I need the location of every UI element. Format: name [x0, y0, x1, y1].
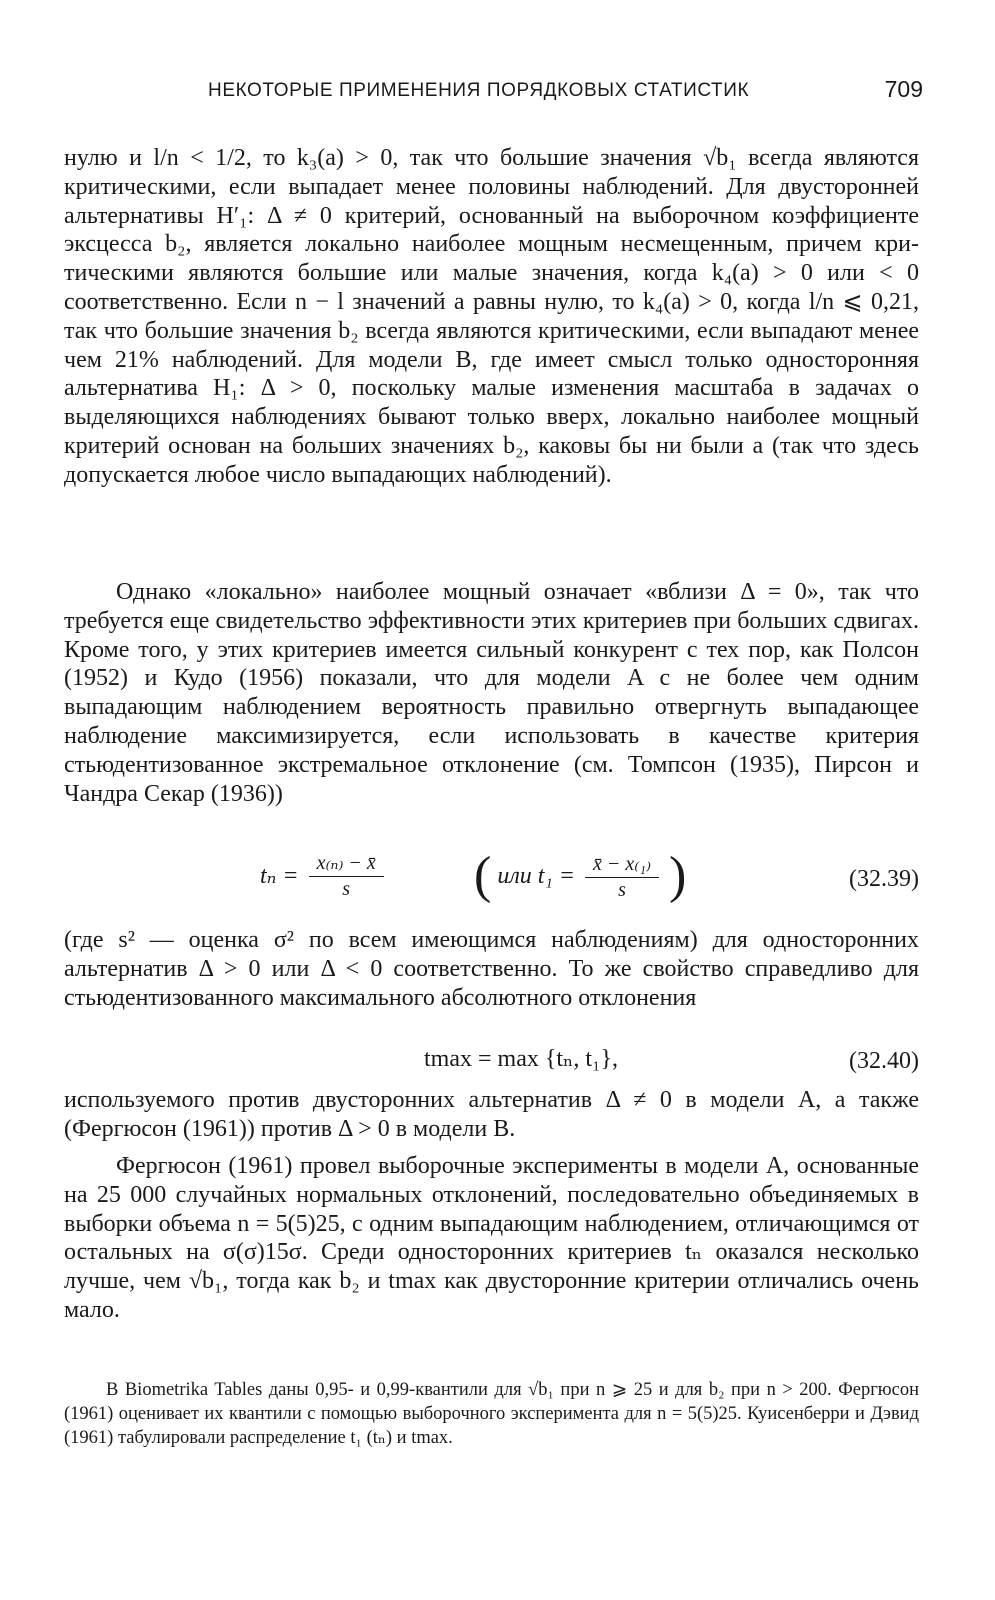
paragraph-1: нулю и l/n < 1/2, то k₃(a) > 0, так что большие значения √b₁ всегда являются критическими, если выпадает менее половины наблюдений. Для двусторонней альтернативы H′₁: Δ ≠ 0 критерий, основанный на выборочном коэффициенте эксцесса b₂, является локально наиболее мощным несмещенным, причем критическими являются большие или малые значения, когда k₄(a) > 0 или < 0 соответственно. Если n − l значений a равны нулю, то k₄(a) > 0, когда l/n ⩽ 0,21, так что большие значения b₂ всегда являются критическими, если выпадают менее чем 21% наблюдений. Для модели B, где имеет смысл только односторонняя альтернатива H₁: Δ > 0, поскольку малые изменения масштаба в задачах о выделяющихся наблюдениях бывают только вверх, локально наиболее мощный критерий основан на больших значениях b₂, каковы бы ни были a (так что здесь допускается любое число выпадающих наблюдений).: [64, 145, 919, 488]
equation-or-text: или t₁ =: [497, 862, 575, 889]
running-header: [64, 76, 923, 106]
left-paren: (: [474, 847, 492, 904]
fraction-left-numerator: x₍ₙ₎ − x̄: [309, 850, 384, 877]
paragraph-5: Фергюсон (1961) провел выборочные эксперименты в модели A, основанные на 25 000 случайных нормальных отклонений, последовательно объединяемых в выборки объема n = 5(5)25, с одним выпадающим наблюдением, отличающимся от остальных на σ(σ)15σ. Среди односторонних критериев tₙ оказался несколько лучше, чем √b₁, тогда как b₂ и tmax как двусторонние критерии отличались очень мало.: [64, 1153, 919, 1323]
page-number: 709: [884, 76, 923, 102]
right-paren: ): [669, 847, 687, 904]
equation-lhs: tₙ =: [260, 863, 299, 889]
fraction-right: [585, 851, 659, 902]
fraction-left-denominator: s: [342, 878, 351, 900]
equation-right-part: [474, 847, 687, 904]
paragraph-4: используемого против двусторонних альтернатив Δ ≠ 0 в модели A, а также (Фергюсон (1961)) против Δ > 0 в модели B.: [64, 1087, 919, 1142]
footnote: В Biometrika Tables даны 0,95- и 0,99-квантили для √b₁ при n ⩾ 25 и для b₂ при n > 200. Фергюсон (1961) оценивает их квантили с помощью выборочного эксперимента для n = 5(5)25. Куисенберри и Дэвид (1961) табулировали распределение t₁ (tₙ) и tmax.: [64, 1380, 919, 1448]
equation-32-40: [64, 1044, 919, 1084]
fraction-right-numerator: x̄ − x₍₁₎: [585, 851, 659, 878]
running-title: НЕКОТОРЫЕ ПРИМЕНЕНИЯ ПОРЯДКОВЫХ СТАТИСТИК: [208, 80, 750, 101]
paragraph-3: (где s² — оценка σ² по всем имеющимся наблюдениям) для односторонних альтернатив Δ > 0 или Δ < 0 соответственно. То же свойство справедливо для стьюдентизованного максимального абсолютного отклонения: [64, 927, 919, 1011]
equation-number: (32.40): [849, 1048, 919, 1074]
equation-left-part: [260, 850, 388, 901]
equation-body: tmax = max {tₙ, t₁},: [424, 1046, 618, 1072]
fraction-left: [309, 850, 384, 901]
equation-32-39: [64, 847, 919, 910]
paragraph-2: Однако «локально» наиболее мощный означает «вблизи Δ = 0», так что требуется еще свидетельство эффективности этих критериев при больших сдвигах. Кроме того, у этих критериев имеется сильный конкурент с тех пор, как Полсон (1952) и Кудо (1956) показали, что для модели A с не более чем одним выпадающим наблюдением вероятность правильно отвергнуть выпадающее наблюдение максимизируется, если использовать в качестве критерия стьюдентизованное экстремальное отклонение (см. Томпсон (1935), Пирсон и Чандра Секар (1936)): [64, 579, 919, 807]
fraction-right-denominator: s: [618, 878, 626, 901]
equation-number: (32.39): [849, 866, 919, 892]
